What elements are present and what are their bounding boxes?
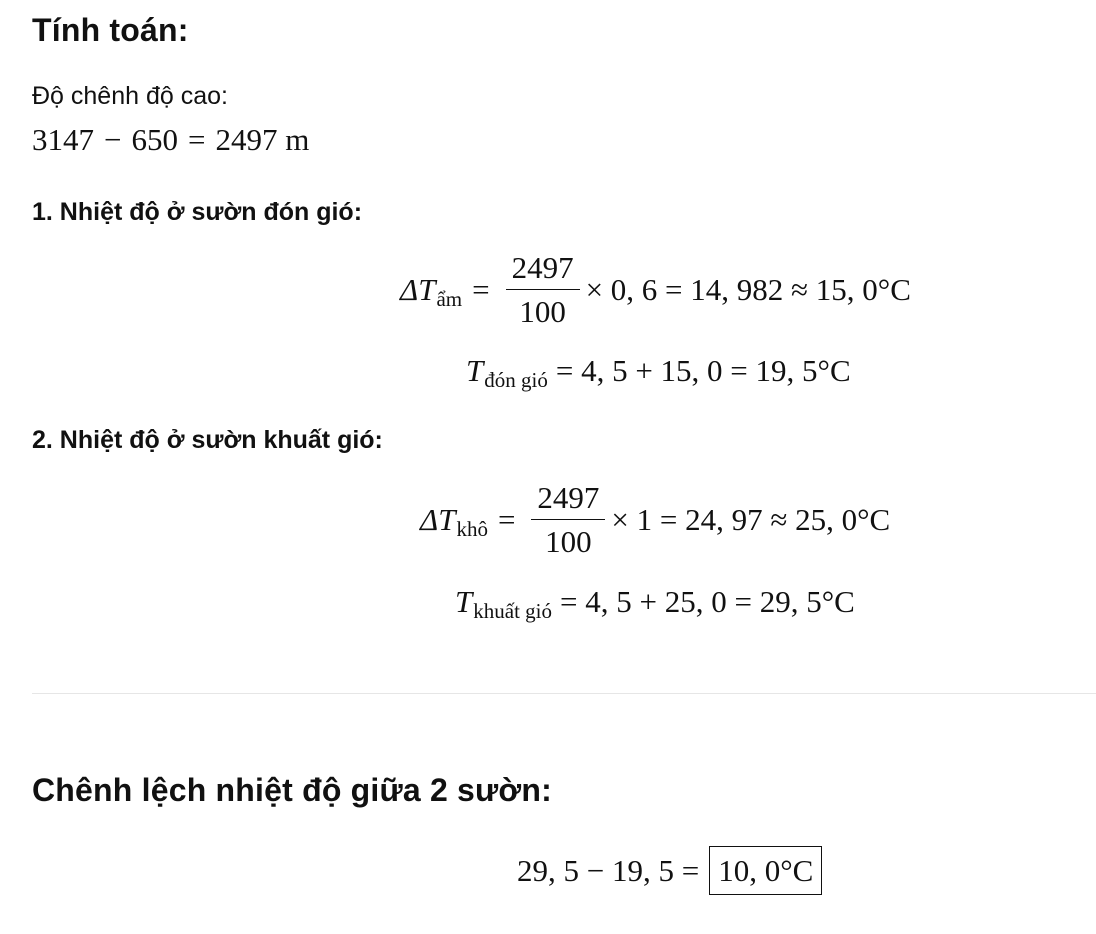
equals-sign: =	[187, 122, 206, 157]
step1-delta-subscript: ẩm	[436, 287, 463, 311]
step1-fraction-numerator: 2497	[511, 250, 574, 285]
step1-delta-lhs: ΔT	[400, 272, 436, 307]
step1-delta-equation	[400, 252, 911, 327]
step1-temperature-equation	[466, 353, 851, 392]
step2-equals: =	[497, 502, 516, 537]
section-heading-calculation: Tính toán:	[32, 12, 189, 48]
step1-title: 1. Nhiệt độ ở sườn đón gió:	[32, 198, 363, 226]
step2-title: 2. Nhiệt độ ở sườn khuất gió:	[32, 426, 383, 454]
step2-delta-rest: × 1 = 24, 97 ≈ 25, 0°C	[611, 502, 891, 537]
step2-temp-subscript: khuất gió	[473, 599, 552, 623]
step2-fraction-denominator: 100	[545, 524, 592, 559]
step1-fraction	[506, 252, 580, 327]
section-divider	[32, 693, 1096, 694]
final-answer-box: 10, 0°C	[709, 846, 822, 895]
step1-temp-lhs: T	[466, 353, 484, 388]
step1-temp-subscript: đón gió	[484, 368, 548, 392]
step2-fraction-numerator: 2497	[537, 480, 600, 515]
step2-delta-equation	[420, 482, 890, 557]
height-difference-equation	[32, 124, 309, 155]
step2-temp-rest: = 4, 5 + 25, 0 = 29, 5°C	[560, 584, 855, 619]
step2-temperature-equation	[455, 584, 855, 623]
difference-equation	[517, 846, 822, 895]
step2-temp-lhs: T	[455, 584, 473, 619]
step2-delta-lhs: ΔT	[420, 502, 456, 537]
minus-sign: −	[104, 122, 122, 157]
step2-fraction	[531, 482, 605, 557]
step1-equals: =	[472, 272, 490, 307]
step1-fraction-denominator: 100	[519, 294, 566, 329]
section-heading-difference: Chênh lệch nhiệt độ giữa 2 sườn:	[32, 772, 552, 808]
step1-temp-rest: = 4, 5 + 15, 0 = 19, 5°C	[555, 353, 851, 388]
step2-delta-subscript: khô	[456, 517, 488, 541]
height-a: 3147	[32, 122, 94, 157]
intro-text: Độ chênh độ cao:	[32, 82, 228, 110]
height-result: 2497 m	[215, 122, 310, 157]
difference-lhs: 29, 5 − 19, 5 =	[517, 853, 700, 888]
height-b: 650	[131, 122, 178, 157]
step1-delta-rest: × 0, 6 = 14, 982 ≈ 15, 0°C	[585, 272, 911, 307]
